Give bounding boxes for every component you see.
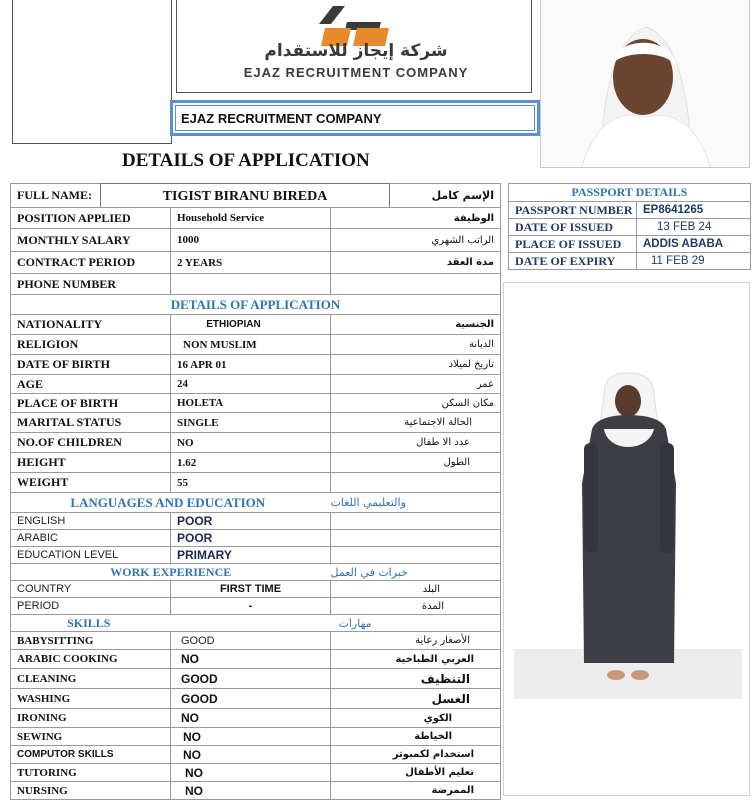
table-row — [509, 219, 751, 236]
passport-label: DATE OF ISSUED — [509, 219, 637, 236]
row-label: PHONE NUMBER — [11, 274, 171, 295]
full-name-box — [100, 183, 390, 208]
table-row — [11, 252, 501, 274]
row-value: GOOD — [171, 632, 331, 650]
table-row — [11, 782, 501, 800]
row-value: POOR — [171, 513, 331, 530]
table-row — [11, 689, 501, 709]
row-label: EDUCATION LEVEL — [11, 547, 171, 564]
table-row — [509, 253, 751, 270]
table-row — [11, 433, 501, 453]
row-arabic: تعليم الأطفال — [331, 764, 501, 782]
row-value — [171, 274, 331, 295]
row-value: 16 APR 01 — [171, 355, 331, 375]
row-label: CONTRACT PERIOD — [11, 252, 171, 274]
row-label: RELIGION — [11, 335, 171, 355]
row-arabic: عدد الا طفال — [331, 433, 501, 453]
skills-section-arabic: مهارات — [338, 616, 372, 630]
row-arabic: الكوي — [331, 709, 501, 728]
company-logo — [176, 0, 532, 93]
table-row — [11, 413, 501, 433]
table-row — [11, 598, 501, 615]
row-arabic: الأصغار رعاية — [331, 632, 501, 650]
row-label: WASHING — [11, 689, 171, 709]
row-label: SEWING — [11, 728, 171, 746]
row-value: 1.62 — [171, 453, 331, 473]
row-value: Household Service — [171, 208, 331, 229]
row-value: NO — [171, 728, 331, 746]
row-value: GOOD — [171, 689, 331, 709]
row-arabic: الغسل — [331, 689, 501, 709]
row-label: NATIONALITY — [11, 315, 171, 335]
row-value: - — [171, 598, 331, 615]
full-name-value: TIGIST BIRANU BIREDA — [162, 189, 328, 204]
row-arabic: الخياطة — [331, 728, 501, 746]
table-row — [11, 394, 501, 413]
row-arabic — [331, 473, 501, 493]
row-label: ARABIC COOKING — [11, 650, 171, 669]
table-row — [11, 375, 501, 394]
row-value: ETHIOPIAN — [171, 315, 331, 335]
row-label: POSITION APPLIED — [11, 208, 171, 229]
table-row — [11, 208, 501, 229]
row-arabic: عمر — [331, 375, 501, 394]
row-arabic: استخدام لكمبوتر — [331, 746, 501, 764]
passport-title: PASSPORT DETAILS — [509, 184, 751, 202]
table-row — [11, 632, 501, 650]
experience-section-header: WORK EXPERIENCE — [11, 564, 331, 581]
row-arabic: الراتب الشهري — [331, 229, 501, 252]
passport-table — [508, 183, 751, 270]
row-value: NO — [171, 650, 331, 669]
full-name-label: FULL NAME: — [11, 184, 171, 208]
table-row — [11, 274, 501, 295]
row-arabic: الحالة الاجتماعية — [331, 413, 501, 433]
passport-value: ADDIS ABABA — [637, 236, 751, 253]
row-value: 55 — [171, 473, 331, 493]
row-label: TUTORING — [11, 764, 171, 782]
table-row — [11, 335, 501, 355]
table-row — [11, 764, 501, 782]
row-value: NO — [171, 433, 331, 453]
table-row — [11, 355, 501, 375]
row-label: COUNTRY — [11, 581, 171, 598]
passport-value: EP8641265 — [637, 202, 751, 219]
row-value: 24 — [171, 375, 331, 394]
experience-section-arabic: خبرات في العمل — [330, 565, 408, 579]
table-row — [11, 547, 501, 564]
row-arabic: مكان السكن — [331, 394, 501, 413]
row-value: POOR — [171, 530, 331, 547]
passport-label: DATE OF EXPIRY — [509, 253, 637, 270]
row-value: 2 YEARS — [171, 252, 331, 274]
row-value: PRIMARY — [171, 547, 331, 564]
table-row — [11, 709, 501, 728]
row-label: CLEANING — [11, 669, 171, 689]
row-arabic: التنظيف — [331, 669, 501, 689]
row-value: SINGLE — [171, 413, 331, 433]
page-title: DETAILS OF APPLICATION — [122, 150, 370, 171]
passport-value: 13 FEB 24 — [637, 219, 751, 236]
languages-section-header: LANGUAGES AND EDUCATION — [11, 493, 331, 513]
row-value: NO — [171, 782, 331, 800]
row-arabic: مدة العقد — [331, 252, 501, 274]
row-label: AGE — [11, 375, 171, 394]
row-label: BABYSITTING — [11, 632, 171, 650]
row-label: DATE OF BIRTH — [11, 355, 171, 375]
row-value: FIRST TIME — [171, 581, 331, 598]
table-row — [11, 473, 501, 493]
row-label: ARABIC — [11, 530, 171, 547]
full-name-arabic: الإسم كامل — [331, 184, 501, 208]
passport-value: 11 FEB 29 — [637, 253, 751, 270]
row-arabic: الجنسية — [331, 315, 501, 335]
row-label: WEIGHT — [11, 473, 171, 493]
headshot-photo — [540, 0, 750, 168]
top-left-frame — [12, 0, 172, 144]
table-row — [11, 513, 501, 530]
passport-label: PASSPORT NUMBER — [509, 202, 637, 219]
table-row — [11, 453, 501, 473]
row-label: HEIGHT — [11, 453, 171, 473]
table-row — [11, 229, 501, 252]
row-label: NO.OF CHILDREN — [11, 433, 171, 453]
row-arabic: الطول — [331, 453, 501, 473]
job-table — [10, 207, 501, 800]
row-arabic: العربي الطباخية — [331, 650, 501, 669]
row-arabic — [331, 274, 501, 295]
table-row — [11, 530, 501, 547]
row-value: GOOD — [171, 669, 331, 689]
logo-arabic-text: شركة إيجاز للاستقدام — [264, 41, 448, 61]
row-value: NO — [171, 746, 331, 764]
company-name-text: EJAZ RECRUITMENT COMPANY — [181, 111, 382, 126]
row-arabic: الديانة — [331, 335, 501, 355]
row-value: NO — [171, 709, 331, 728]
row-label: PLACE OF BIRTH — [11, 394, 171, 413]
company-name-box — [170, 100, 540, 136]
row-value: HOLETA — [171, 394, 331, 413]
row-arabic: تاريخ لميلاد — [331, 355, 501, 375]
details-section-header: DETAILS OF APPLICATION — [11, 295, 501, 315]
table-row — [11, 650, 501, 669]
row-label: IRONING — [11, 709, 171, 728]
table-row — [509, 236, 751, 253]
row-label: MARITAL STATUS — [11, 413, 171, 433]
full-body-photo — [503, 282, 750, 796]
row-value: NO — [171, 764, 331, 782]
row-label: COMPUTOR SKILLS — [11, 746, 171, 764]
row-arabic: الوظيفة — [331, 208, 501, 229]
row-arabic: الممرضة — [331, 782, 501, 800]
table-row — [11, 746, 501, 764]
table-row — [11, 315, 501, 335]
row-label: MONTHLY SALARY — [11, 229, 171, 252]
row-arabic: المدة — [331, 598, 501, 615]
table-row — [509, 202, 751, 219]
languages-section-arabic: والتعليمي اللغات — [330, 496, 406, 509]
skills-section-header: SKILLS — [11, 615, 331, 632]
row-value: 1000 — [171, 229, 331, 252]
table-row — [11, 669, 501, 689]
row-label: NURSING — [11, 782, 171, 800]
row-label: PERIOD — [11, 598, 171, 615]
row-value: NON MUSLIM — [171, 335, 331, 355]
row-label: ENGLISH — [11, 513, 171, 530]
table-row — [11, 728, 501, 746]
row-arabic: البلد — [331, 581, 501, 598]
logo-english-text: EJAZ RECRUITMENT COMPANY — [243, 65, 469, 80]
passport-label: PLACE OF ISSUED — [509, 236, 637, 253]
table-row — [11, 581, 501, 598]
